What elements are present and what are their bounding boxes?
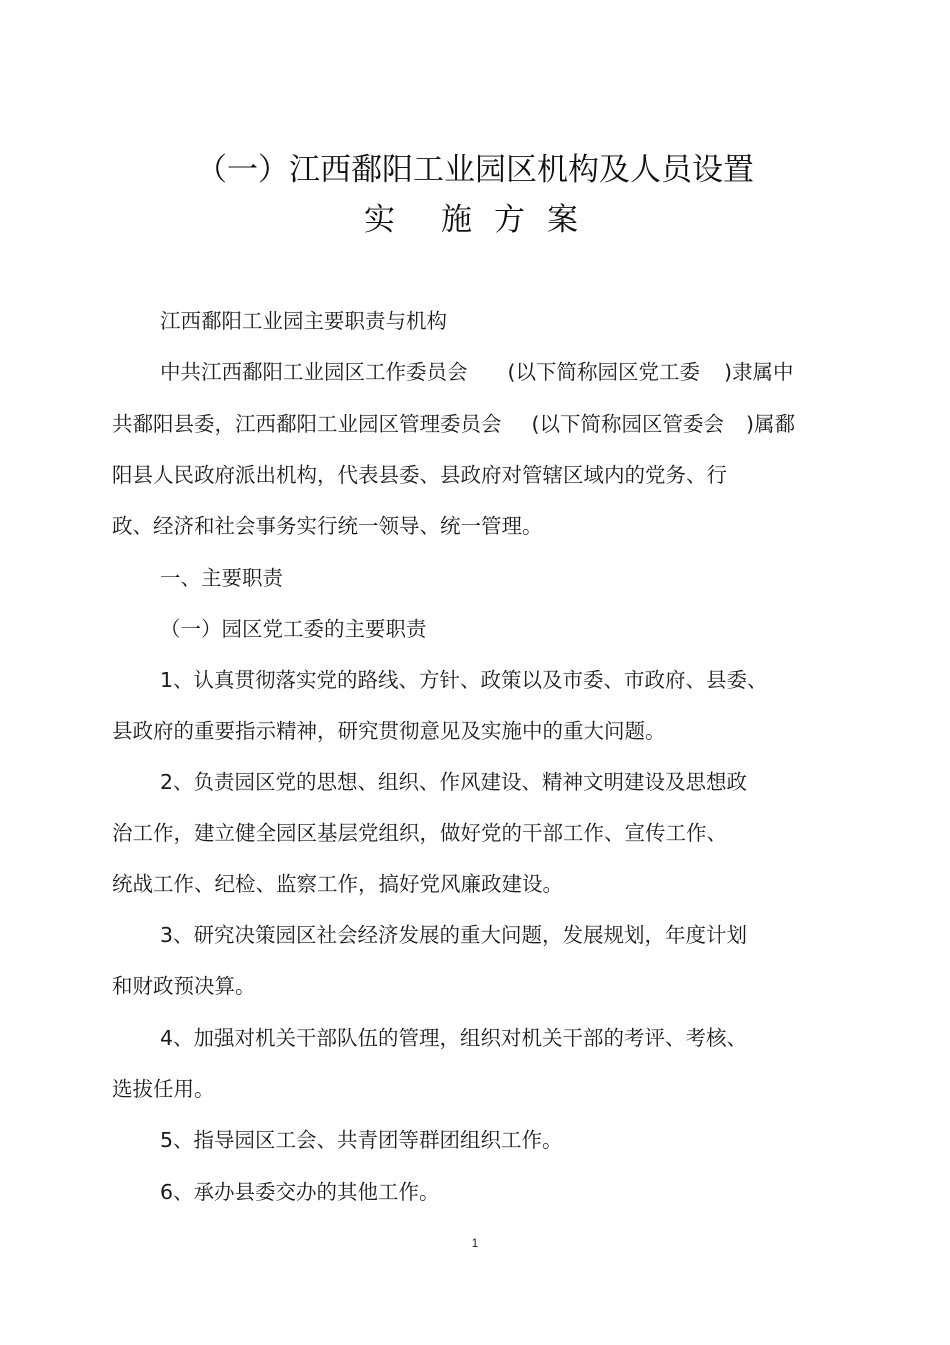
duty-item-4-line-2: 选拔任用。 (112, 1077, 215, 1101)
party-committee-duties-heading: （一）园区党工委的主要职责 (160, 617, 427, 641)
title-char: 施 (441, 202, 480, 238)
title-char: 案 (547, 202, 586, 238)
title-char: 实 (364, 202, 403, 238)
intro-line-2 (112, 409, 795, 439)
document-title-line2 (0, 200, 950, 240)
duty-item-2-line-2: 治工作，建立健全园区基层党组织，做好党的干部工作、宣传工作、 (112, 821, 727, 845)
intro-text: 中共江西鄱阳工业园区工作委员会 (160, 360, 468, 384)
duty-item-4-line-1: 4、加强对机关干部队伍的管理，组织对机关干部的考评、考核、 (160, 1026, 748, 1050)
intro-text: (以下简称园区党工委 (507, 360, 700, 384)
duty-item-3-line-2: 和财政预决算。 (112, 974, 256, 998)
title-char: 方 (494, 202, 533, 238)
duty-item-5: 5、指导园区工会、共青团等群团组织工作。 (160, 1128, 563, 1152)
document-title-line1: （一）江西鄱阳工业园区机构及人员设置 (196, 152, 754, 188)
intro-line-1 (160, 357, 794, 387)
intro-line-4: 政、经济和社会事务实行统一领导、统一管理。 (112, 514, 543, 538)
page-number: 1 (471, 1236, 479, 1250)
duty-item-1-line-2: 县政府的重要指示精神，研究贯彻意见及实施中的重大问题。 (112, 719, 666, 743)
intro-text: 共鄱阳县委，江西鄱阳工业园区管理委员会 (112, 412, 502, 436)
intro-line-3: 阳县人民政府派出机构，代表县委、县政府对管辖区域内的党务、行 (112, 463, 727, 487)
intro-text: (以下简称园区管委会 (531, 412, 724, 436)
main-duties-heading: 一、主要职责 (160, 566, 283, 590)
duty-item-6: 6、承办县委交办的其他工作。 (160, 1180, 440, 1204)
duty-item-2-line-3: 统战工作、纪检、监察工作，搞好党风廉政建设。 (112, 872, 563, 896)
duty-item-3-line-1: 3、研究决策园区社会经济发展的重大问题，发展规划，年度计划 (160, 923, 748, 947)
duty-item-2-line-1: 2、负责园区党的思想、组织、作风建设、精神文明建设及思想政 (160, 770, 748, 794)
section-heading: 江西鄱阳工业园主要职责与机构 (160, 309, 447, 333)
duty-item-1-line-1: 1、认真贯彻落实党的路线、方针、政策以及市委、市政府、县委、 (160, 668, 768, 692)
intro-text: )隶属中 (724, 360, 794, 384)
intro-text: )属鄱 (746, 412, 795, 436)
